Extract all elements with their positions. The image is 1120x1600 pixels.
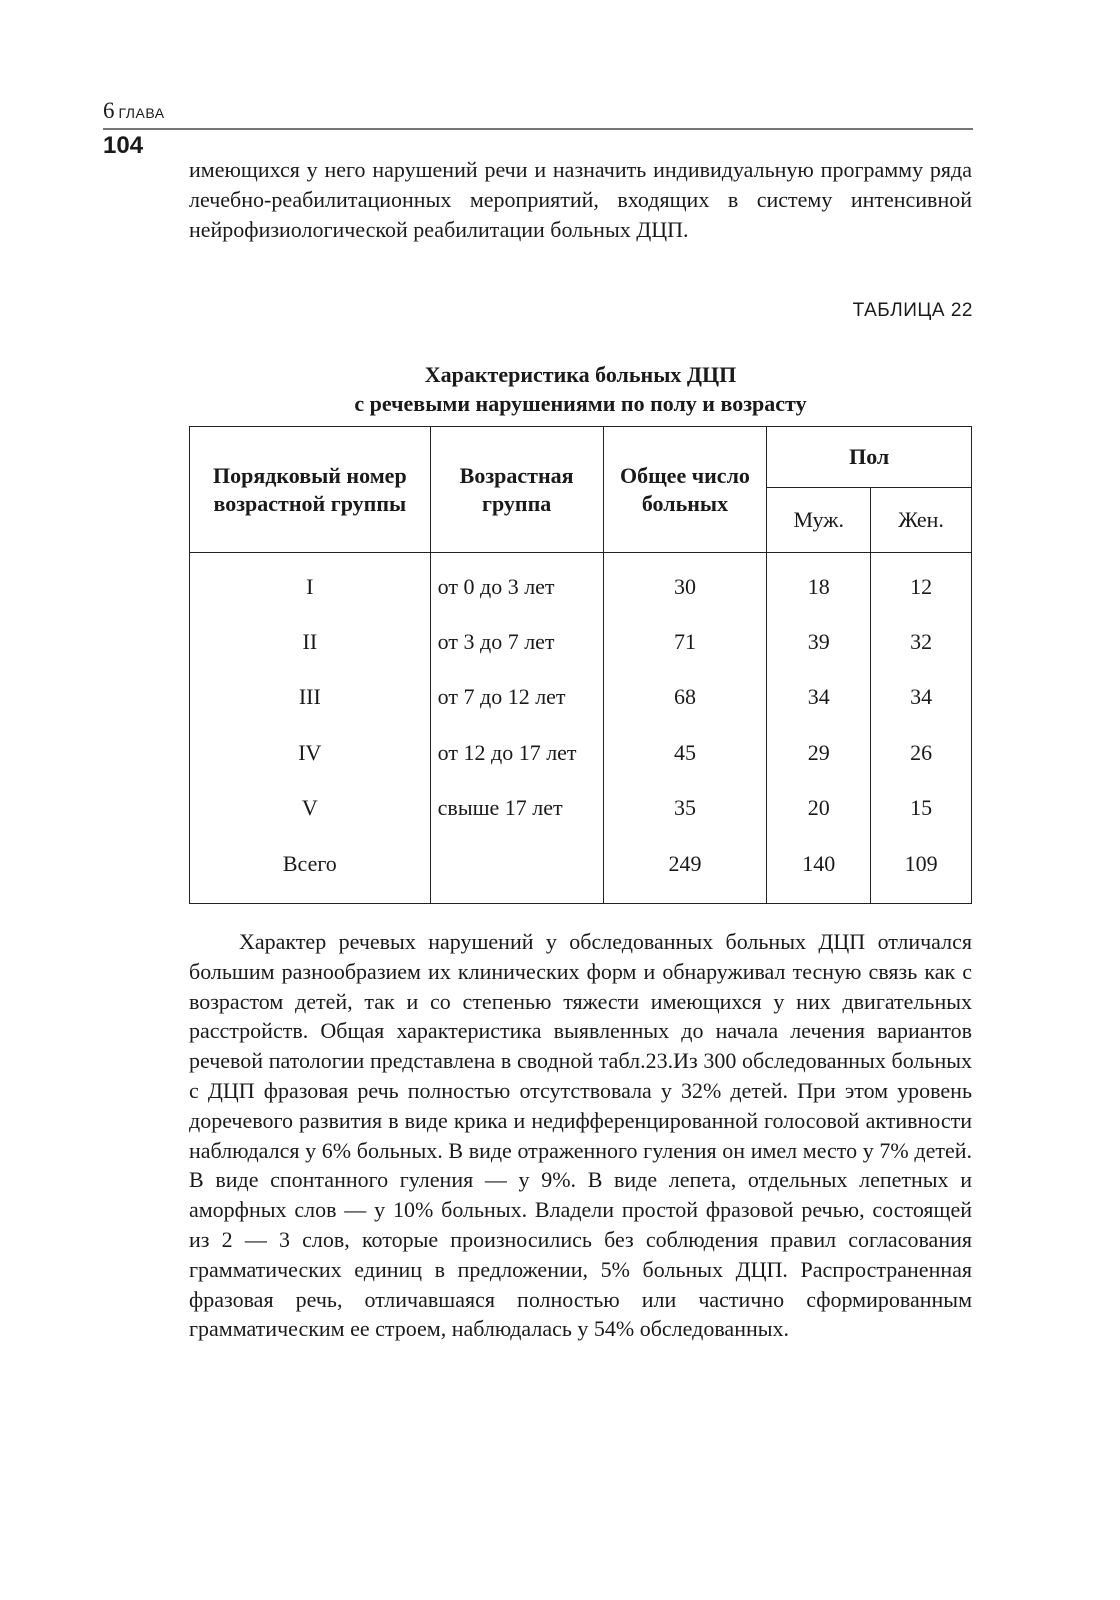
cell-female: 109 — [871, 836, 972, 904]
table-row — [190, 725, 972, 780]
table-caption-line1: Характеристика больных ДЦП — [424, 362, 737, 387]
paragraph-intro: имеющихся у него нарушений речи и назначить индивидуальную программу ряда лечебно-реабилитационных мероприятий, входящих в систему интенсивной нейрофизиологической реабилитации больных ДЦП. — [189, 157, 972, 242]
cell-total: 68 — [603, 670, 767, 725]
cell-male: 39 — [767, 614, 871, 669]
cell-total: 249 — [603, 836, 767, 904]
chapter-number: 6 — [103, 98, 115, 123]
table-caption — [189, 360, 972, 418]
paragraph-body: Характер речевых нарушений у обследованных больных ДЦП отличался большим разнообразием их клинических форм и обнаруживал тесную связь как с возрастом детей, так и со степенью тяжести имеющихся у них двигательных расстройств. Общая характеристика выявленных до начала лечения вариантов речевой патологии представлена в сводной табл.23.Из 300 обследованных больных с ДЦП фразовая речь полностью отсутствовала у 32% детей. При этом уровень доречевого развития в виде крика и недифференцированной голосовой активности наблюдался у 6% больных. В виде отраженного гуления он имел место у 7% детей. В виде спонтанного гуления — у 9%. В виде лепета, отдельных лепетных и аморфных слов — у 10% больных. Владели простой фразовой речью, состоящей из 2 — 3 слов, которые произносились без соблюдения правил согласования грамматических единиц в предложении, 5% больных ДЦП. Распространенная фразовая речь, отличавшаяся полностью или частично сформированным грамматическим ее строем, наблюдалась у 54% обследованных. — [189, 929, 972, 1342]
cell-male: 20 — [767, 781, 871, 836]
cell-total: 30 — [603, 553, 767, 615]
cell-age: от 3 до 7 лет — [430, 614, 603, 669]
table-label: ТАБЛИЦА 22 — [852, 300, 973, 321]
table-row — [190, 781, 972, 836]
cell-group: Всего — [190, 836, 431, 904]
table-row-total — [190, 836, 972, 904]
header-rule — [103, 128, 973, 130]
table-row — [190, 553, 972, 615]
cell-age: от 12 до 17 лет — [430, 725, 603, 780]
header-group-number: Порядковый номер возрастной группы — [190, 427, 431, 553]
cell-group: IV — [190, 725, 431, 780]
cell-age: от 0 до 3 лет — [430, 553, 603, 615]
patients-table — [189, 426, 972, 904]
cell-female: 26 — [871, 725, 972, 780]
cell-group: III — [190, 670, 431, 725]
cell-age: от 7 до 12 лет — [430, 670, 603, 725]
cell-group: I — [190, 553, 431, 615]
page-number: 104 — [103, 132, 144, 159]
table-row — [190, 614, 972, 669]
cell-male: 34 — [767, 670, 871, 725]
cell-total: 35 — [603, 781, 767, 836]
cell-male: 140 — [767, 836, 871, 904]
cell-female: 12 — [871, 553, 972, 615]
cell-male: 18 — [767, 553, 871, 615]
cell-group: II — [190, 614, 431, 669]
header-sex: Пол — [767, 427, 972, 488]
cell-female: 34 — [871, 670, 972, 725]
header-female: Жен. — [871, 488, 972, 553]
cell-female: 32 — [871, 614, 972, 669]
cell-male: 29 — [767, 725, 871, 780]
header-age-group: Возрастная группа — [430, 427, 603, 553]
cell-total: 71 — [603, 614, 767, 669]
cell-age: свыше 17 лет — [430, 781, 603, 836]
header-total: Общее число больных — [603, 427, 767, 553]
table-row — [190, 670, 972, 725]
table-caption-line2: с речевыми нарушениями по полу и возрасту — [354, 391, 807, 416]
chapter-word: ГЛАВА — [118, 105, 165, 121]
cell-female: 15 — [871, 781, 972, 836]
cell-total: 45 — [603, 725, 767, 780]
cell-group: V — [190, 781, 431, 836]
cell-age — [430, 836, 603, 904]
header-male: Муж. — [767, 488, 871, 553]
chapter-heading — [103, 98, 165, 124]
